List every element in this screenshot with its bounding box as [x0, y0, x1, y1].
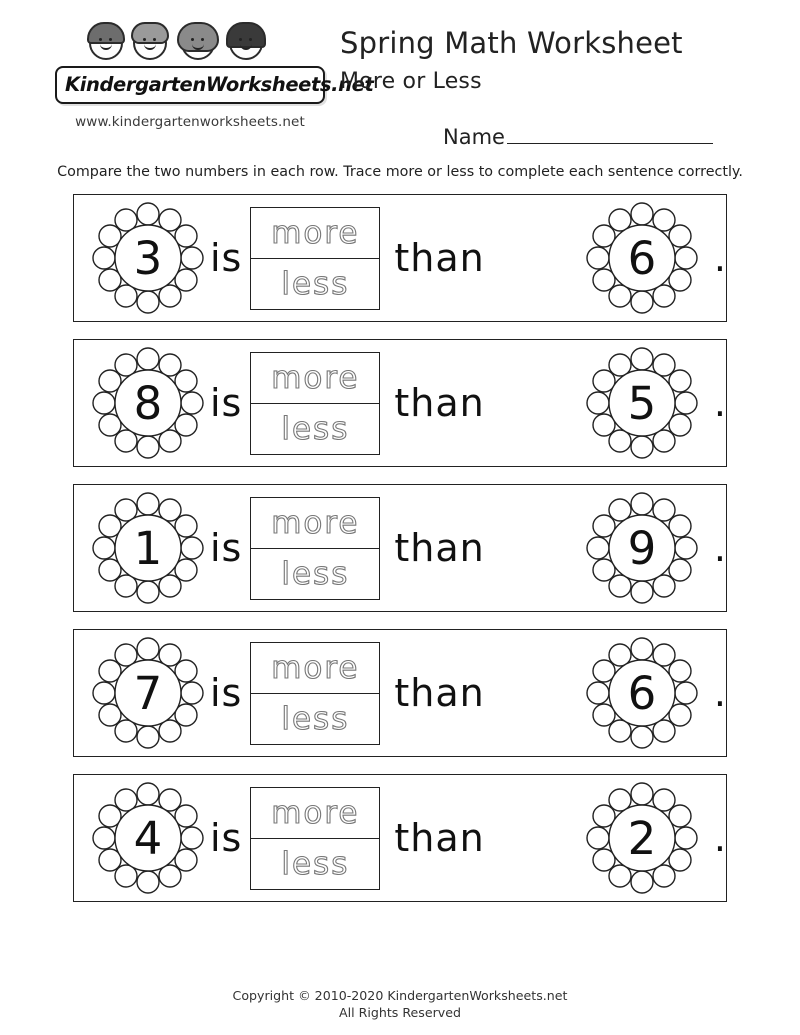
rights-text: All Rights Reserved [339, 1005, 461, 1020]
trace-word-more: more [271, 794, 360, 831]
more-less-choice-box[interactable] [250, 497, 380, 600]
left-number: 7 [133, 666, 163, 720]
flower-icon [92, 347, 204, 459]
instructions-text: Compare the two numbers in each row. Trace more or less to complete each sentence correctly. [57, 164, 743, 180]
choice-more[interactable] [251, 498, 379, 548]
left-number: 1 [133, 521, 163, 575]
right-number: 6 [627, 231, 657, 285]
flower-icon [586, 782, 698, 894]
trace-word-less: less [281, 265, 350, 302]
kid-figure-icon [175, 20, 221, 70]
copyright-text: Copyright © 2010-2020 KindergartenWorksheets.net [232, 988, 568, 1003]
trace-word-less: less [281, 410, 350, 447]
flower-icon [586, 202, 698, 314]
kids-illustration-icon [83, 18, 298, 70]
trace-word-more: more [271, 504, 360, 541]
period-mark: . [713, 816, 726, 860]
footer [0, 987, 800, 1021]
trace-word-less: less [281, 700, 350, 737]
choice-less[interactable] [251, 403, 379, 454]
table-row [73, 339, 727, 467]
flower-icon [92, 492, 204, 604]
left-number: 8 [133, 376, 163, 430]
choice-more[interactable] [251, 788, 379, 838]
name-input-line[interactable] [507, 128, 713, 144]
kid-figure-icon [223, 20, 269, 70]
name-field-row [443, 125, 713, 149]
more-less-choice-box[interactable] [250, 352, 380, 455]
choice-less[interactable] [251, 693, 379, 744]
flower-icon [92, 782, 204, 894]
trace-word-more: more [271, 649, 360, 686]
word-is: is [210, 816, 243, 860]
flower-icon [586, 347, 698, 459]
kid-figure-icon [83, 20, 129, 70]
table-row [73, 194, 727, 322]
choice-less[interactable] [251, 258, 379, 309]
table-row [73, 774, 727, 902]
trace-word-more: more [271, 214, 360, 251]
site-url: www.kindergartenworksheets.net [75, 114, 305, 130]
page-title: Spring Math Worksheet [340, 26, 683, 60]
title-block [340, 26, 683, 94]
logo-banner [55, 66, 374, 104]
choice-more[interactable] [251, 643, 379, 693]
logo-text: KindergartenWorksheets.net [65, 73, 374, 96]
choice-more[interactable] [251, 353, 379, 403]
right-number: 2 [627, 811, 657, 865]
site-logo-block [55, 18, 374, 130]
table-row [73, 629, 727, 757]
more-less-choice-box[interactable] [250, 207, 380, 310]
right-number: 6 [627, 666, 657, 720]
word-is: is [210, 671, 243, 715]
period-mark: . [713, 381, 726, 425]
choice-less[interactable] [251, 838, 379, 889]
left-number: 4 [133, 811, 163, 865]
flower-icon [92, 637, 204, 749]
problem-rows [0, 194, 800, 902]
word-than: than [394, 236, 485, 280]
period-mark: . [713, 526, 726, 570]
word-is: is [210, 381, 243, 425]
choice-more[interactable] [251, 208, 379, 258]
flower-icon [92, 202, 204, 314]
word-than: than [394, 671, 485, 715]
word-than: than [394, 816, 485, 860]
more-less-choice-box[interactable] [250, 642, 380, 745]
left-number: 3 [133, 231, 163, 285]
word-is: is [210, 236, 243, 280]
more-less-choice-box[interactable] [250, 787, 380, 890]
name-label: Name [443, 125, 505, 149]
trace-word-more: more [271, 359, 360, 396]
trace-word-less: less [281, 555, 350, 592]
worksheet-header [0, 0, 800, 160]
period-mark: . [713, 671, 726, 715]
flower-icon [586, 492, 698, 604]
right-number: 5 [627, 376, 657, 430]
page-subtitle: More or Less [340, 69, 482, 94]
word-than: than [394, 526, 485, 570]
flower-icon [586, 637, 698, 749]
kid-figure-icon [127, 20, 173, 70]
period-mark: . [713, 236, 726, 280]
word-than: than [394, 381, 485, 425]
right-number: 9 [627, 521, 657, 575]
trace-word-less: less [281, 845, 350, 882]
table-row [73, 484, 727, 612]
choice-less[interactable] [251, 548, 379, 599]
word-is: is [210, 526, 243, 570]
